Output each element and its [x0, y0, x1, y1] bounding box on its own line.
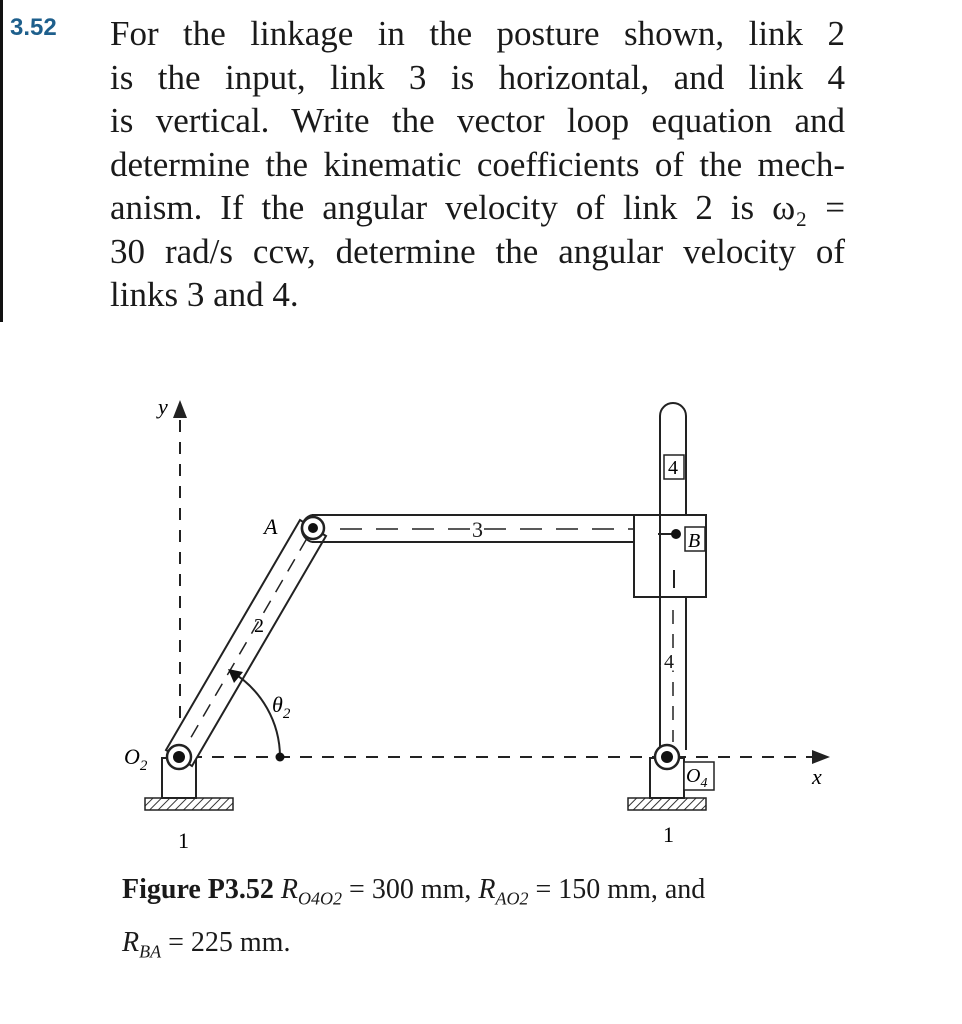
link-3-label: 3 — [472, 517, 483, 542]
problem-line: 30 rad/s ccw, determine the angular velocity of — [110, 231, 845, 271]
problem-number: 3.52 — [10, 14, 57, 41]
problem-line: anism. If the angular velocity of link 2 is ω₂ = — [110, 188, 845, 227]
y-axis — [156, 394, 187, 740]
problem-line: links 3 and 4. — [110, 275, 299, 314]
figure-label: Figure P3.52 — [122, 874, 274, 905]
problem-line: determine the kinematic coefficients of the mech- — [110, 144, 845, 184]
link-3 — [302, 515, 670, 542]
figure-caption — [122, 868, 802, 973]
pivot-o4-label: $O_4$ — [686, 765, 708, 791]
r-ao2-symbol: R — [478, 874, 496, 905]
r-o4o2-value: = 300 mm, — [349, 874, 472, 905]
x-axis — [190, 750, 830, 789]
problem-line: is the input, link 3 is horizontal, and link 4 — [110, 57, 845, 97]
problem-line: For the linkage in the posture shown, link 2 — [110, 14, 845, 53]
pin-o2 — [124, 744, 191, 774]
ground-left-label: 1 — [178, 828, 189, 853]
r-ba-value: = 225 mm. — [168, 926, 291, 958]
ground-right-label: 1 — [663, 822, 674, 847]
link-2-label: 2 — [254, 615, 264, 637]
point-b-label: B — [688, 530, 701, 552]
r-o4o2-subscript: O4O2 — [298, 888, 343, 909]
r-ao2-subscript: AO2 — [495, 888, 529, 909]
left-margin-rule — [0, 0, 3, 322]
link-4-mid-label: 4 — [664, 651, 674, 673]
y-axis-label: y — [158, 394, 168, 419]
r-o4o2-symbol: R — [280, 874, 299, 905]
linkage-diagram — [0, 380, 962, 860]
angle-theta2-label: $\theta_2$ — [272, 692, 291, 722]
r-ba-symbol: R — [122, 926, 140, 958]
x-axis-label: x — [812, 764, 822, 789]
pivot-o2-label: $O_2$ — [124, 744, 148, 774]
link-4-top-label: 4 — [668, 457, 678, 479]
ground-support-left — [145, 758, 233, 853]
point-a-label: A — [264, 514, 278, 539]
r-ao2-value: = 150 mm, and — [535, 874, 706, 905]
problem-line: is vertical. Write the vector loop equation and — [110, 101, 845, 140]
problem-statement — [110, 12, 845, 317]
link-2 — [166, 520, 326, 766]
r-ba-subscript: BA — [139, 941, 162, 962]
